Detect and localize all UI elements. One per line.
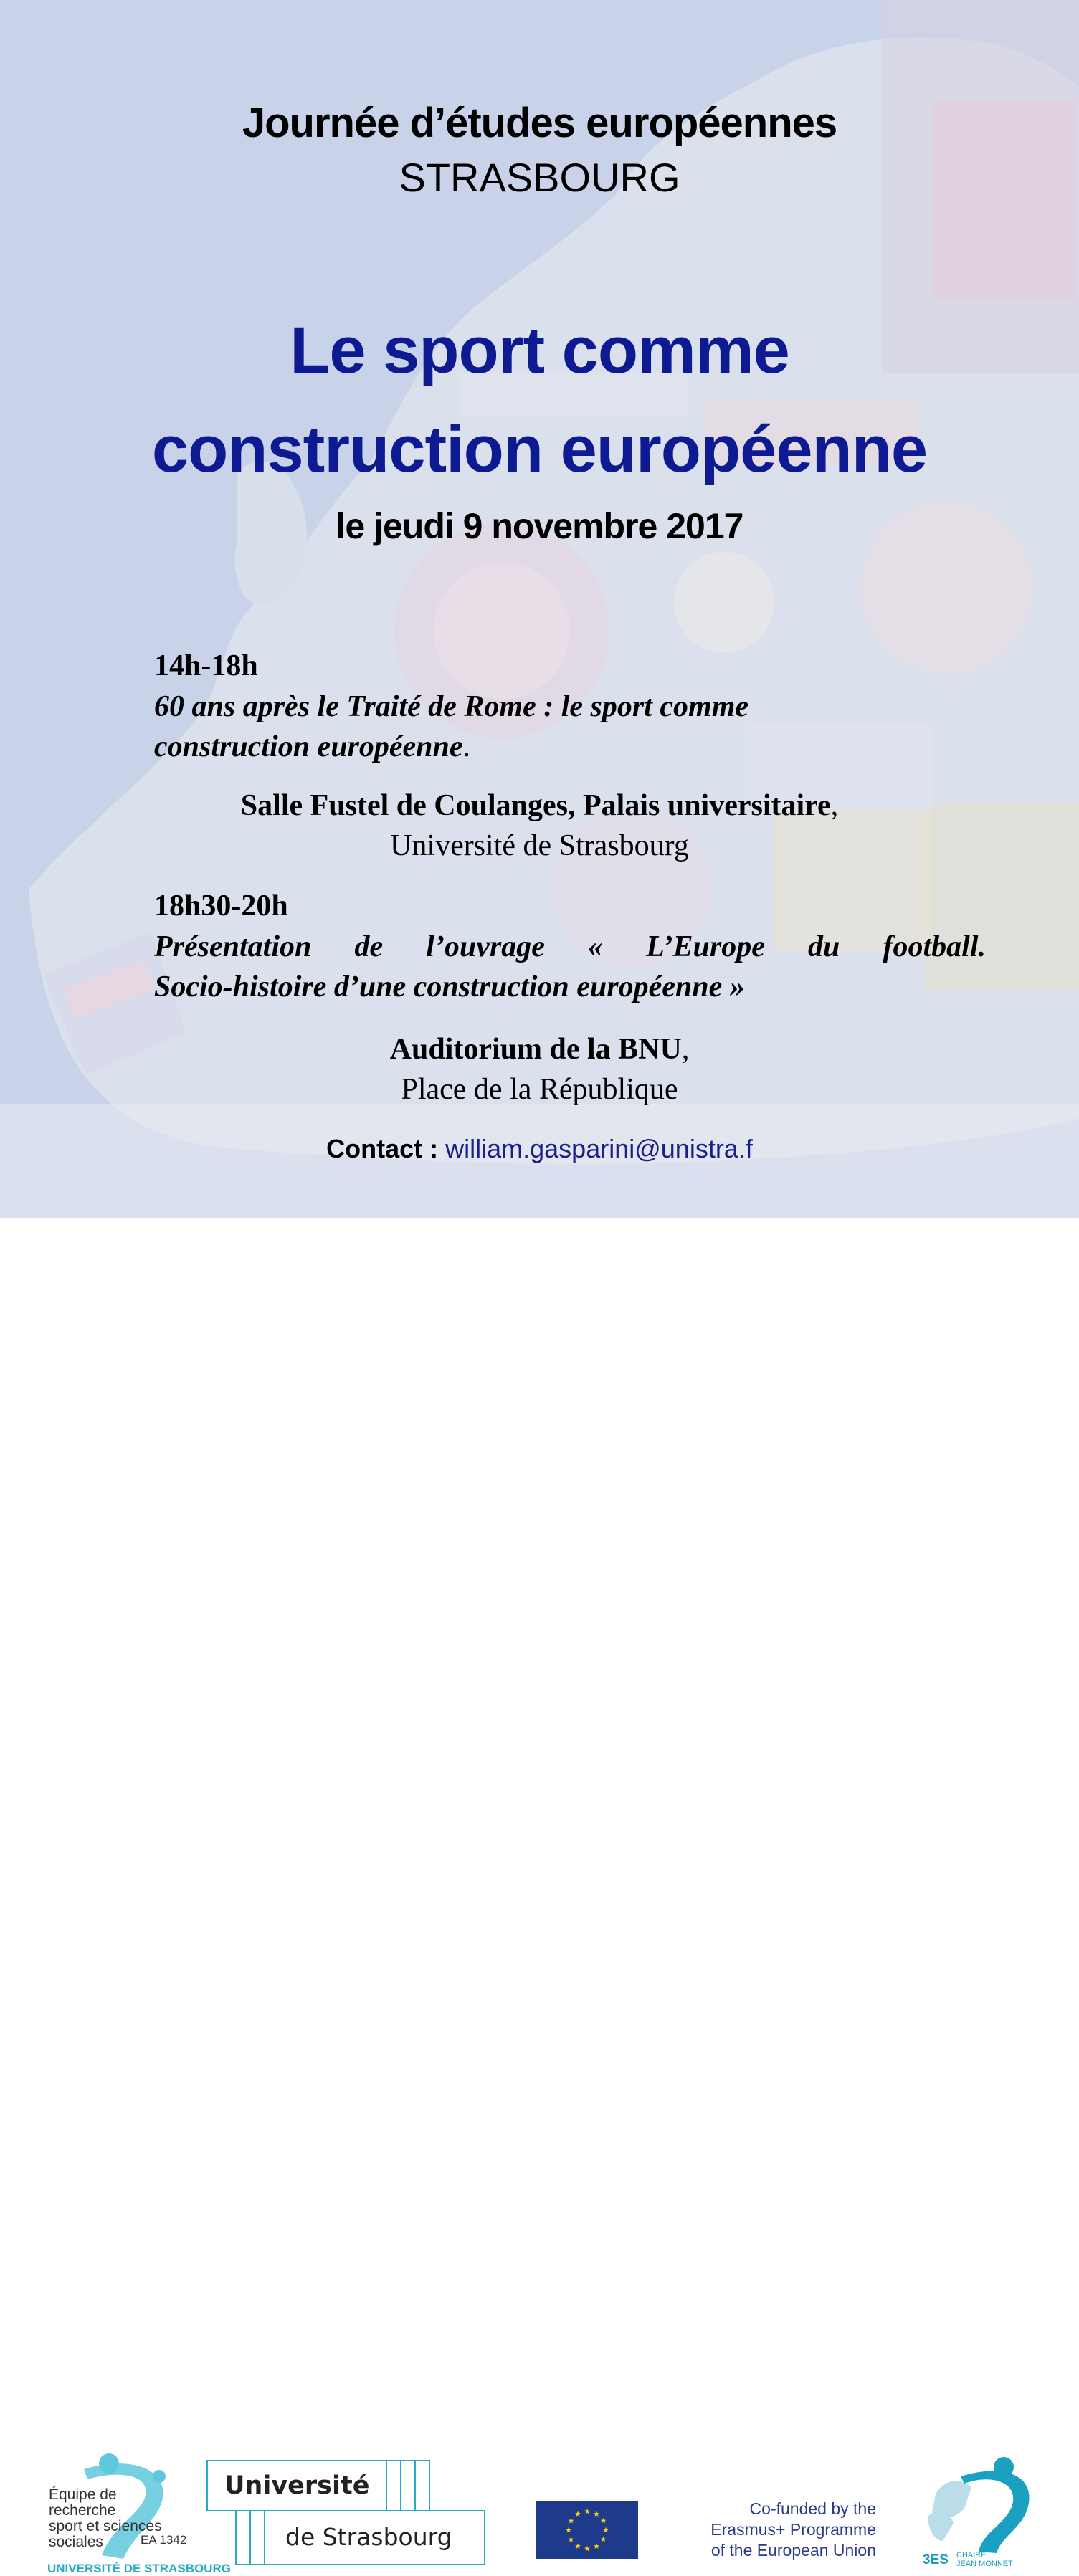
event-date: le jeudi 9 novembre 2017 [336, 506, 743, 546]
footer-logos [0, 1218, 1079, 2575]
event-heading: Journée d’études européennes [242, 100, 837, 146]
jean-monnet-logo-sub [956, 2551, 1013, 2568]
research-team-university: UNIVERSITÉ DE STRASBOURG [47, 2562, 231, 2575]
jean-monnet-logo-label: 3ES [923, 2552, 949, 2567]
session-1-time: 14h-18h [154, 649, 258, 682]
session-1-venue [0, 786, 1079, 866]
session-1-description-line-1: 60 ans après le Traité de Rome : le sport comme [154, 690, 749, 723]
session-1-description-line-2 [154, 727, 986, 767]
eu-flag-icon [536, 2501, 638, 2559]
jean-monnet-sub-line-2: JEAN MONNET [956, 2560, 1013, 2568]
erasmus-line-3: of the European Union [710, 2541, 876, 2560]
poster-background [0, 0, 1079, 1218]
poster-title-line-2: construction européenne [151, 413, 928, 486]
session-2-venue-separator: , [681, 1033, 690, 1066]
session-1-venue-separator: , [830, 789, 839, 822]
session-2-description [154, 927, 986, 1007]
research-team-line-3: sociales [49, 2534, 103, 2550]
session-1-venue-line-1 [0, 786, 1079, 826]
poster-title [0, 301, 1079, 499]
session-2-description-line-2: Socio-histoire d’une construction européenne » [154, 970, 745, 1003]
session-1-venue-name: Salle Fustel de Coulanges, Palais universitaire [240, 789, 831, 822]
unistra-logo-name: Université [224, 2471, 370, 2500]
session-1-description [154, 687, 986, 767]
erasmus-line-2: Erasmus+ Programme [710, 2520, 876, 2539]
contact-email-link[interactable]: william.gasparini@unistra.f [445, 1134, 753, 1163]
research-team-line-2: sport et sciences [49, 2518, 162, 2534]
jean-monnet-sub-line-1: CHAIRE [956, 2551, 987, 2560]
erasmus-cofunded-label [654, 2499, 876, 2561]
poster-title-line-1: Le sport comme [290, 314, 789, 387]
research-team-line-1: Équipe de recherche [49, 2486, 117, 2519]
event-city: STRASBOURG [399, 155, 680, 200]
session-2-venue [0, 1029, 1079, 1110]
contact-label: Contact : [326, 1134, 446, 1163]
session-2-time: 18h30-20h [154, 889, 288, 922]
session-1-venue-line-2: Université de Strasbourg [390, 829, 689, 862]
session-1-description-line-2-text: construction européenne [154, 730, 463, 763]
session-2-description-line-1: Présentation de l’ouvrage « L’Europe du football. [154, 930, 986, 963]
session-2-venue-line-2: Place de la République [401, 1073, 678, 1106]
session-2-venue-name: Auditorium de la BNU [389, 1033, 682, 1066]
research-team-code: EA 1342 [141, 2533, 187, 2547]
session-2-venue-line-1 [0, 1029, 1079, 1069]
contact-line [0, 1134, 1079, 1164]
session-1-description-end: . [462, 730, 471, 763]
poster-content [0, 0, 1079, 1218]
erasmus-line-1: Co-funded by the [749, 2499, 876, 2518]
unistra-logo-sub: de Strasbourg [285, 2523, 452, 2551]
